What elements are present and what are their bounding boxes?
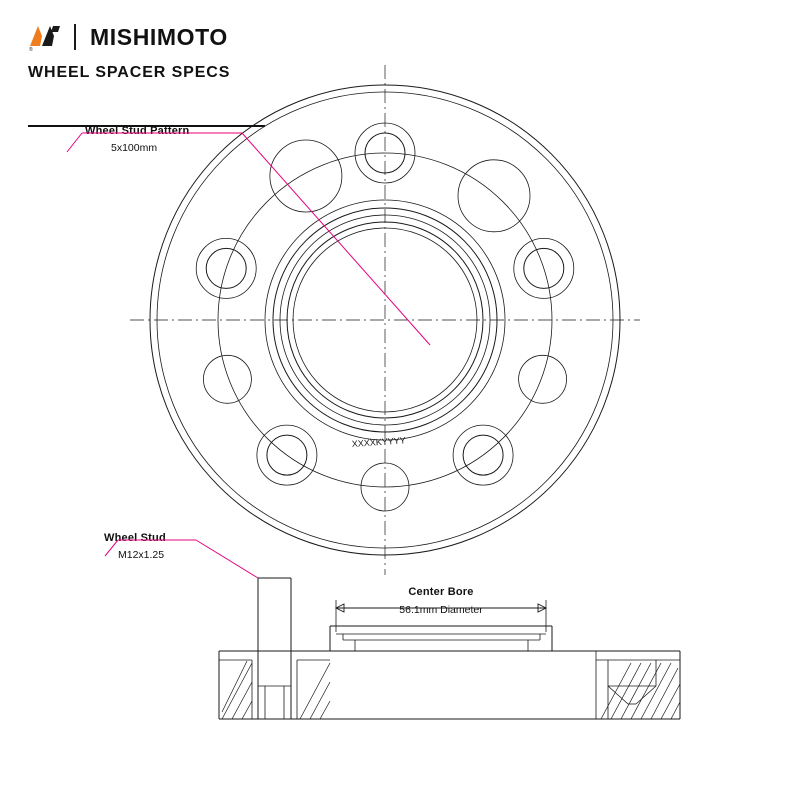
callout-value: M12x1.25 (118, 549, 165, 561)
page-title: WHEEL SPACER SPECS (28, 64, 231, 81)
etched-serial: XXXXKYYYY (351, 435, 407, 449)
svg-text:®: ® (29, 47, 33, 52)
mishimoto-m-logo-icon (28, 22, 62, 52)
brand-row (28, 22, 358, 52)
callout-title: Center Bore (408, 586, 474, 598)
brand-divider (74, 24, 76, 50)
callout-value: 5x100mm (111, 142, 158, 154)
callout-title: Wheel Stud Pattern (85, 125, 190, 137)
brand-name: MISHIMOTO (90, 23, 228, 50)
callout-wheel-stud-pattern (85, 125, 189, 154)
callout-value: 56.1mm Diameter (399, 604, 483, 616)
callout-wheel-stud (104, 532, 166, 561)
callout-title: Wheel Stud (104, 532, 166, 544)
brand-header (28, 22, 358, 82)
callout-center-bore (336, 586, 546, 616)
